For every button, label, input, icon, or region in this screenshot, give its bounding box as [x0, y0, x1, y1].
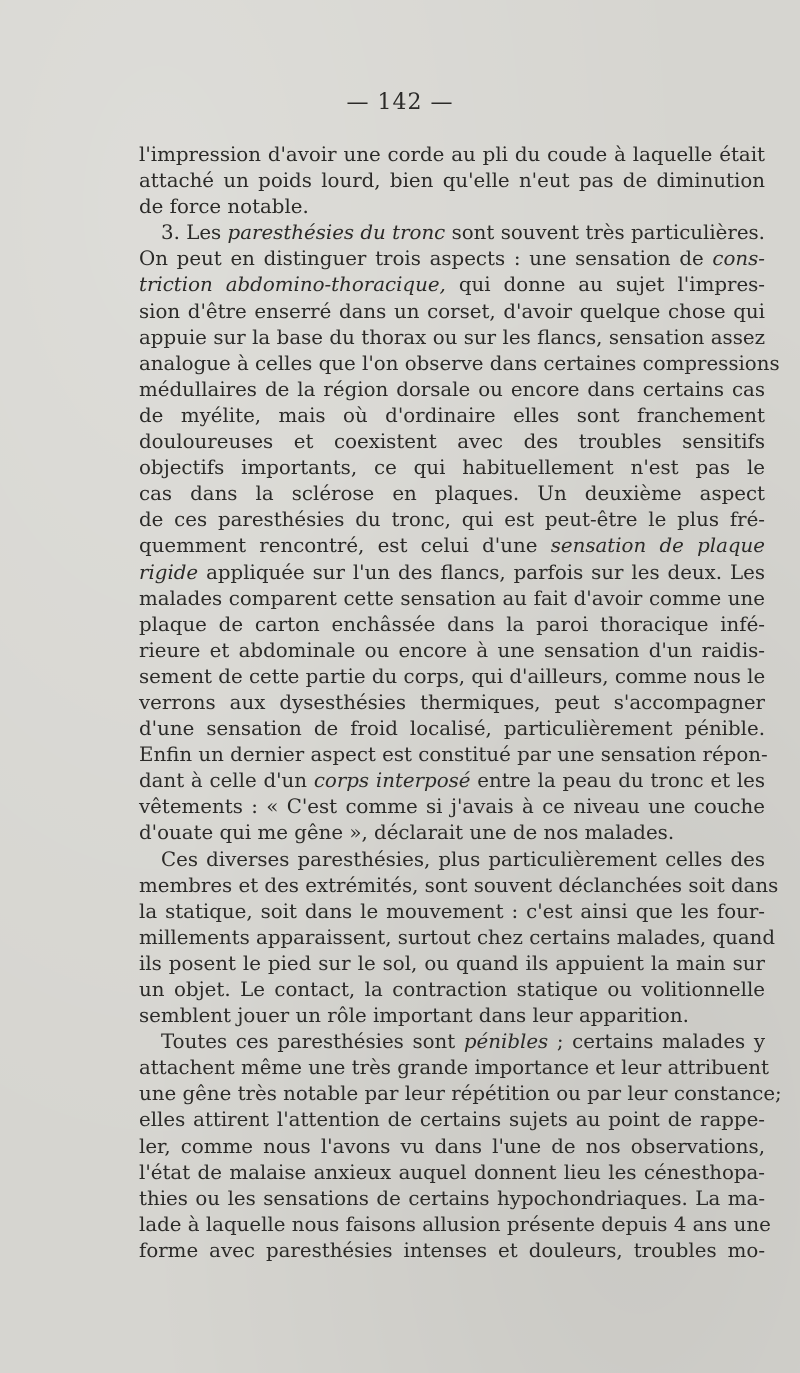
text-segment: vêtements : « C'est comme si j'avais à ce niveau une couche	[139, 795, 765, 819]
text-segment: sont souvent très particulières.	[445, 221, 765, 245]
text-line	[139, 403, 765, 429]
italic-term: corps interposé	[313, 769, 471, 793]
text-line	[139, 142, 765, 168]
text-segment: membres et des extrémités, sont souvent déclanchées soit dans	[139, 873, 779, 897]
text-line	[139, 429, 765, 455]
italic-term: sensation de plaque	[550, 534, 766, 558]
text-line	[139, 873, 779, 899]
text-segment: Enfin un dernier aspect est constitué par une sensation répon-	[139, 743, 768, 767]
text-segment: On peut en distinguer trois aspects : une sensation de	[139, 247, 713, 271]
text-segment: ils posent le pied sur le sol, ou quand ils appuient la main sur	[139, 951, 765, 975]
text-segment: malades comparent cette sensation au fait d'avoir comme une	[139, 586, 765, 610]
text-segment: objectifs importants, ce qui habituellement n'est pas le	[139, 456, 765, 480]
text-segment: sion d'être enserré dans un corset, d'avoir quelque chose qui	[139, 299, 765, 323]
text-segment: cas dans la sclérose en plaques. Un deuxième aspect	[139, 482, 765, 506]
text-line	[139, 1134, 765, 1160]
italic-term: cons-	[712, 247, 765, 271]
italic-term: paresthésies du tronc	[227, 221, 446, 245]
text-segment: plaque de carton enchâssée dans la paroi thoracique infé-	[139, 612, 765, 636]
text-segment: analogue à celles que l'on observe dans certaines compressions	[139, 351, 780, 375]
page-number: — 142 —	[346, 90, 454, 115]
text-line	[139, 455, 765, 481]
text-line	[139, 977, 765, 1003]
text-line	[139, 1003, 765, 1029]
text-line	[139, 1055, 769, 1081]
text-line	[139, 899, 765, 925]
italic-term: pénibles	[463, 1030, 549, 1054]
text-segment: l'impression d'avoir une corde au pli du coude à laquelle était	[139, 143, 765, 166]
text-segment: rieure et abdominale ou encore à une sensation d'un raidis-	[139, 638, 765, 662]
text-line	[139, 1107, 765, 1133]
text-line	[139, 299, 765, 325]
text-line	[139, 638, 765, 664]
text-segment: Ces diverses paresthésies, plus particulièrement celles des	[161, 847, 765, 871]
italic-term: rigide	[139, 560, 199, 584]
text-segment: l'état de malaise anxieux auquel donnent lieu les cénesthopa-	[139, 1160, 765, 1184]
text-line	[139, 1029, 765, 1055]
italic-term: triction abdomino-thoracique,	[139, 273, 446, 297]
text-segment: d'une sensation de froid localisé, particulièrement pénible.	[139, 717, 765, 741]
text-segment: Toutes ces paresthésies sont	[161, 1030, 464, 1054]
text-segment: appuie sur la base du thorax ou sur les flancs, sensation assez	[139, 325, 765, 349]
text-segment: thies ou les sensations de certains hypochondriaques. La ma-	[139, 1186, 765, 1210]
text-line	[139, 768, 765, 794]
text-line	[139, 742, 768, 768]
text-line	[139, 194, 765, 220]
text-line	[139, 481, 765, 507]
text-segment: d'ouate qui me gêne », déclarait une de nos malades.	[139, 821, 675, 845]
text-line	[139, 220, 765, 246]
text-line	[139, 507, 765, 533]
text-line	[139, 716, 765, 742]
text-line	[139, 351, 780, 377]
text-segment: dant à celle d'un	[139, 769, 314, 793]
text-line	[139, 925, 776, 951]
text-line	[139, 246, 765, 272]
text-line	[139, 690, 765, 716]
text-line	[139, 664, 765, 690]
text-line	[139, 560, 765, 586]
text-line	[139, 533, 765, 559]
text-segment: entre la peau du tronc et les	[470, 769, 765, 793]
text-line	[139, 272, 765, 298]
text-segment: ler, comme nous l'avons vu dans l'une de nos observations,	[139, 1134, 765, 1158]
text-line	[139, 586, 765, 612]
text-line	[139, 1186, 765, 1212]
text-segment: quemment rencontré, est celui d'une	[139, 534, 551, 558]
text-segment: semblent jouer un rôle important dans leur apparition.	[139, 1004, 689, 1028]
text-line	[139, 325, 765, 351]
text-segment: attachent même une très grande importance et leur attribuent	[139, 1056, 769, 1080]
text-segment: millements apparaissent, surtout chez certains malades, quand	[139, 925, 776, 949]
text-line	[139, 1160, 765, 1186]
text-segment: un objet. Le contact, la contraction statique ou volitionnelle	[139, 978, 765, 1001]
text-segment: la statique, soit dans le mouvement : c'est ainsi que les four-	[139, 899, 765, 923]
text-line	[139, 951, 765, 977]
text-segment: de myélite, mais où d'ordinaire elles sont franchement	[139, 403, 765, 427]
text-line	[139, 1081, 782, 1107]
text-line	[139, 794, 765, 820]
text-segment: verrons aux dysesthésies thermiques, peut s'accompagner	[139, 690, 765, 714]
body-text	[139, 142, 782, 1264]
text-segment: sement de cette partie du corps, qui d'ailleurs, comme nous le	[139, 664, 766, 688]
text-line	[139, 1212, 771, 1238]
text-line	[139, 612, 765, 638]
text-segment: forme avec paresthésies intenses et douleurs, troubles mo-	[139, 1238, 765, 1262]
text-line	[139, 168, 765, 194]
text-segment: attaché un poids lourd, bien qu'elle n'eut pas de diminution	[139, 169, 765, 193]
text-segment: qui donne au sujet l'impres-	[445, 273, 765, 297]
text-segment: une gêne très notable par leur répétition ou par leur constance;	[139, 1082, 782, 1106]
text-segment: ; certains malades y	[548, 1030, 765, 1054]
text-segment: de ces paresthésies du tronc, qui est peut-être le plus fré-	[139, 508, 765, 532]
text-line	[139, 1238, 765, 1264]
text-line	[139, 377, 765, 403]
text-line	[139, 847, 765, 873]
text-segment: médullaires de la région dorsale ou encore dans certains cas	[139, 377, 765, 401]
text-segment: elles attirent l'attention de certains sujets au point de rappe-	[139, 1108, 765, 1132]
text-segment: de force notable.	[139, 195, 309, 219]
text-segment: lade à laquelle nous faisons allusion présente depuis 4 ans une	[139, 1212, 771, 1236]
text-segment: appliquée sur l'un des flancs, parfois sur les deux. Les	[198, 560, 765, 584]
text-line	[139, 820, 765, 846]
text-segment: douloureuses et coexistent avec des troubles sensitifs	[139, 430, 765, 454]
text-segment: 3. Les	[161, 221, 228, 245]
